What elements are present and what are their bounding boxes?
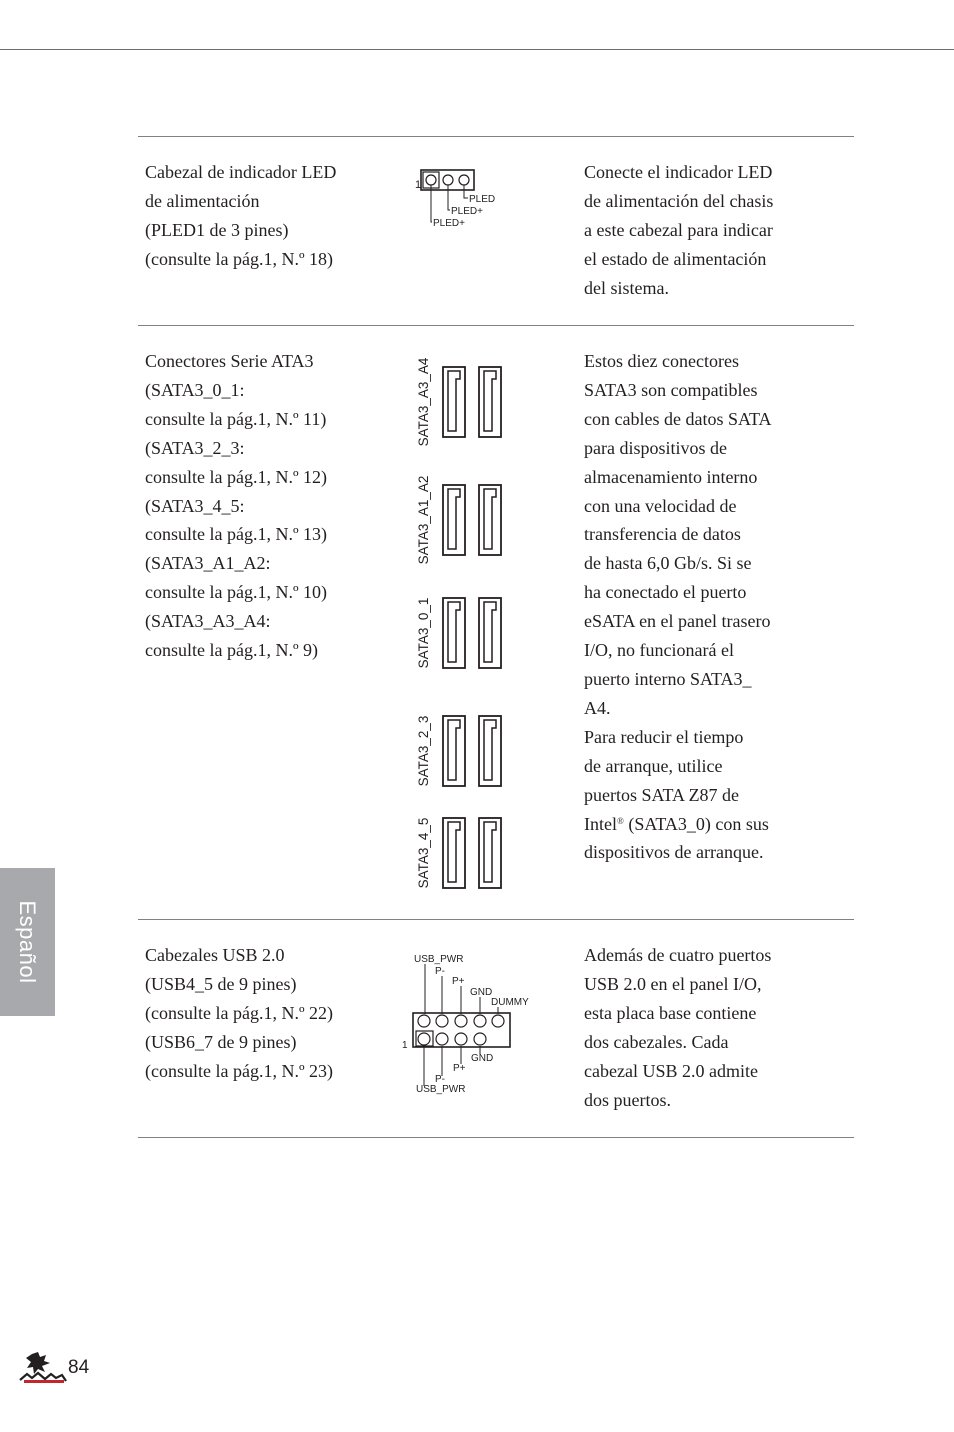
text-line: consulte la pág.1, N.º 12) [145,466,328,487]
text-line: dispositivos de arranque. [584,842,764,863]
text-line: Además de cuatro puertos [584,945,772,965]
top-rule [0,49,954,50]
sata-port-label: SATA3_A1_A2 [416,475,431,565]
sata-description [145,347,385,665]
sata-port-label: SATA3_4_5 [416,817,431,889]
text-line: eSATA en el panel trasero [584,611,771,632]
sata-port-key [448,720,460,780]
sata-port-key [448,371,460,431]
pin [455,1033,467,1045]
pled-plus-label: PLED+ [433,218,465,229]
sata-port-key [484,489,496,549]
sata-port-outline [443,818,465,888]
text-line: de alimentación del chasis [584,190,774,211]
text-line: (USB6_7 de 9 pines) [145,1031,297,1052]
pin [418,1033,430,1045]
text-line: (consulte la pág.1, N.º 22) [145,1002,334,1023]
text-line: (SATA3_2_3: [145,437,245,458]
sata-port-label: SATA3_A3_A4 [416,357,431,447]
p-plus-label: P+ [453,1063,466,1074]
text-line: consulte la pág.1, N.º 9) [145,640,319,661]
language-tab [0,868,55,1016]
pin [459,175,469,185]
text-line: Cabezal de indicador LED [145,162,337,182]
text-line: cabezal USB 2.0 admite [584,1060,758,1081]
pled-plus-label: PLED+ [451,206,483,217]
p-plus-label: P+ [452,976,465,987]
text-line: (SATA3_0_1: [145,379,245,400]
text-line: SATA3 son compatibles [584,379,758,400]
sata-port-outline [479,485,501,555]
pin1-label: 1 [415,179,422,191]
usb-description [145,941,385,1086]
usb-header-diagram [398,950,543,1100]
text-line: de arranque, utilice [584,755,723,776]
text-line: dos cabezales. Cada [584,1031,729,1052]
text-line: ha conectado el puerto [584,582,747,603]
sata-port-outline [443,485,465,555]
brand-logo-icon [18,1350,68,1386]
text-line: (SATA3_4_5: [145,495,245,516]
language-tab-label: Español [15,900,40,984]
text-line: del sistema. [584,277,669,298]
text-line: consulte la pág.1, N.º 13) [145,524,328,545]
pled-description [145,158,385,274]
sata-port-key [448,602,460,662]
leader-line [464,185,468,198]
text-line: Conectores Serie ATA3 [145,351,314,371]
pled-label: PLED [469,194,496,205]
text-line: Cabezales USB 2.0 [145,945,285,965]
usb-pwr-label: USB_PWR [416,1084,466,1095]
sata-port-outline [479,367,501,437]
sata-port-outline [479,716,501,786]
p-minus-label: P- [435,1074,445,1085]
sata-port-key [484,602,496,662]
usb-pwr-label: USB_PWR [414,954,464,965]
sata-port-key [484,371,496,431]
pin1-label: 1 [402,1040,408,1051]
sata-port-key [484,822,496,882]
sata-port-label: SATA3_2_3 [416,715,431,787]
text-line: transferencia de datos [584,524,741,545]
dummy-label: DUMMY [491,997,529,1008]
text-line: (PLED1 de 3 pines) [145,219,289,240]
text-line: con cables de datos SATA [584,408,772,429]
text-line: esta placa base contiene [584,1002,757,1023]
text-line: de hasta 6,0 Gb/s. Si se [584,553,752,574]
sata-port-label: SATA3_0_1 [416,597,431,669]
text-line: de alimentación [145,190,260,211]
header-outline [413,1013,510,1047]
text-line: I/O, no funcionará el [584,640,734,661]
pled-header-diagram [410,165,520,231]
sata-port-outline [443,716,465,786]
text-line: (consulte la pág.1, N.º 23) [145,1060,334,1081]
pin [426,175,436,185]
gnd-label: GND [471,1053,494,1064]
sata-port-outline [479,598,501,668]
sata-connectors-diagram [405,355,515,900]
sata-port-outline [443,598,465,668]
page-number: 84 [68,1357,90,1378]
usb-explanation [584,941,814,1114]
table-rule [138,325,854,326]
text-line: con una velocidad de [584,495,737,516]
text-line: almacenamiento interno [584,466,758,487]
table-rule [138,919,854,920]
text-line: (SATA3_A1_A2: [145,553,271,574]
text-line: Estos diez conectores [584,351,739,371]
text-line: para dispositivos de [584,437,727,458]
pin [492,1015,504,1027]
text-line: puertos SATA Z87 de [584,784,740,805]
pin [443,175,453,185]
pled-explanation [584,158,814,303]
sata-explanation [584,347,814,867]
text-line: el estado de alimentación [584,248,767,269]
sata-port-outline [443,367,465,437]
sata-port-key [448,489,460,549]
pin [455,1015,467,1027]
text-line: Intel® (SATA3_0) con sus [584,813,769,834]
table-rule [138,136,854,137]
text-line: Para reducir el tiempo [584,726,744,747]
text-line: consulte la pág.1, N.º 11) [145,408,327,429]
text-line: puerto interno SATA3_ [584,668,752,689]
text-line: (SATA3_A3_A4: [145,611,271,632]
sata-port-outline [479,818,501,888]
table-rule [138,1137,854,1138]
pin [436,1033,448,1045]
pin [474,1015,486,1027]
gnd-label: GND [470,987,493,998]
pin [436,1015,448,1027]
text-line: (USB4_5 de 9 pines) [145,973,297,994]
text-line: (consulte la pág.1, N.º 18) [145,248,334,269]
sata-port-key [484,720,496,780]
text-line: USB 2.0 en el panel I/O, [584,973,762,994]
text-line: A4. [584,697,611,718]
text-line: a este cabezal para indicar [584,219,773,240]
pin [474,1033,486,1045]
sata-port-key [448,822,460,882]
pin [418,1015,430,1027]
p-minus-label: P- [435,966,445,977]
leader-line [448,185,450,210]
text-line: dos puertos. [584,1089,671,1110]
text-line: Conecte el indicador LED [584,162,773,182]
text-line: consulte la pág.1, N.º 10) [145,582,328,603]
